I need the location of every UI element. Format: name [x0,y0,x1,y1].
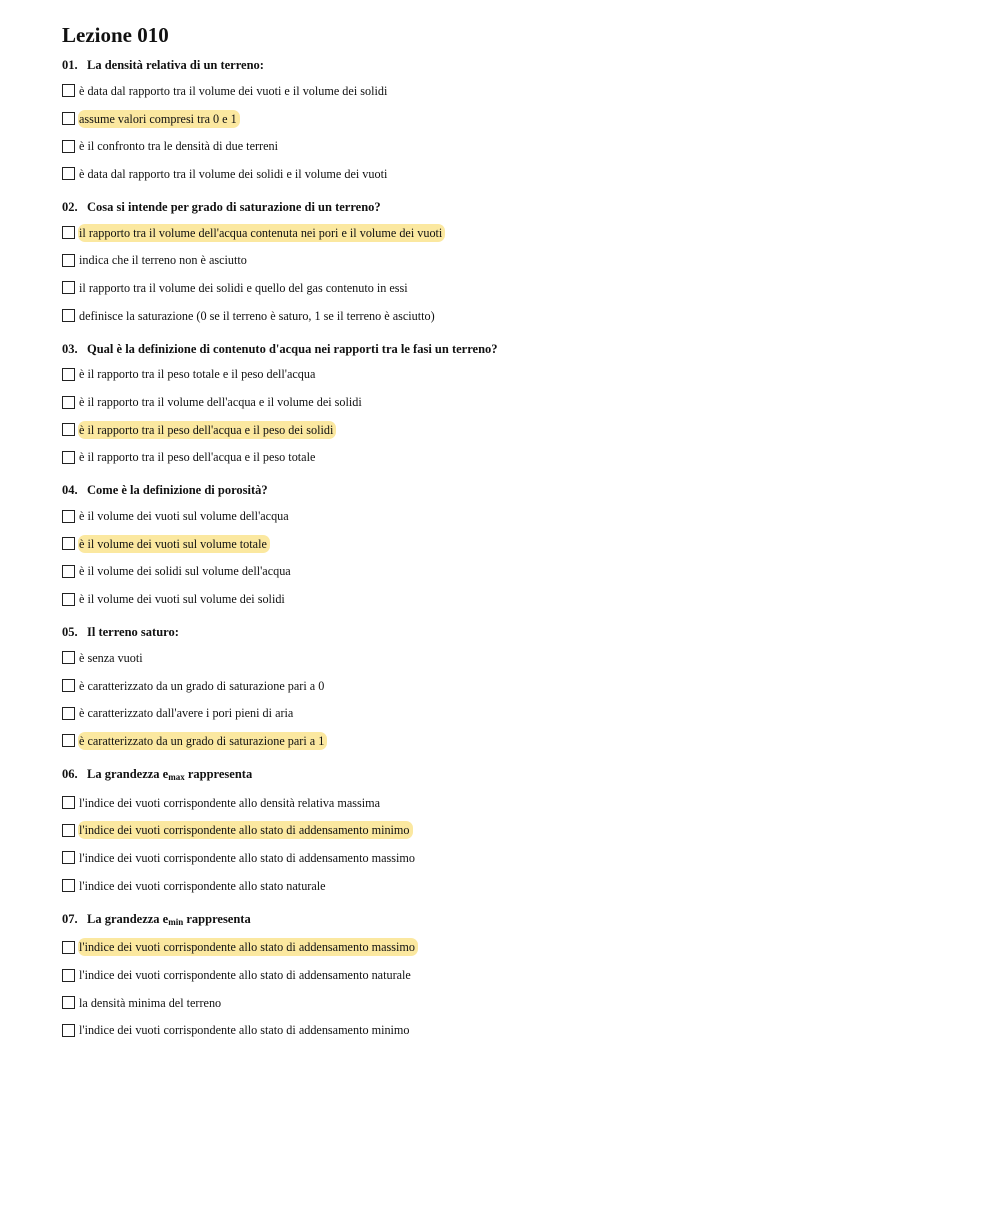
question-subscript: max [168,771,185,782]
question-text-after: rappresenta [183,911,251,926]
answer-checkbox[interactable] [62,1024,75,1037]
answer-checkbox[interactable] [62,824,75,837]
answer-option[interactable] [62,816,962,844]
answer-option[interactable] [62,105,962,133]
answer-option[interactable] [62,502,962,530]
answer-option[interactable] [62,961,962,989]
answer-text: l'indice dei vuoti corrispondente allo stato di addensamento naturale [79,968,411,983]
question-number: 04. [62,483,78,498]
question-heading [62,624,962,640]
answer-checkbox[interactable] [62,941,75,954]
answer-checkbox[interactable] [62,309,75,322]
answer-text-highlighted: l'indice dei vuoti corrispondente allo stato di addensamento massimo [78,938,418,956]
answer-text: il rapporto tra il volume dei solidi e quello del gas contenuto in essi [79,280,408,295]
question-7 [62,911,962,1045]
document-page [62,22,962,1055]
page-title: Lezione 010 [62,23,169,47]
answer-text: la densità minima del terreno [79,995,222,1010]
answer-checkbox[interactable] [62,996,75,1009]
answer-checkbox[interactable] [62,796,75,809]
answer-checkbox[interactable] [62,651,75,664]
answer-option[interactable] [62,361,962,389]
question-number: 07. [62,911,78,926]
question-4 [62,482,962,613]
question-1 [62,57,962,188]
question-heading [62,199,962,215]
answer-option[interactable] [62,530,962,558]
answer-text: è il rapporto tra il peso totale e il peso dell'acqua [79,367,316,382]
answer-text: è data dal rapporto tra il volume dei solidi e il volume dei vuoti [79,166,388,181]
answer-checkbox[interactable] [62,84,75,97]
question-2 [62,199,962,330]
question-heading [62,482,962,498]
answer-text: è il rapporto tra il peso dell'acqua e il peso totale [79,450,316,465]
answer-checkbox[interactable] [62,368,75,381]
answer-option[interactable] [62,844,962,872]
answer-text: è caratterizzato da un grado di saturazione pari a 0 [79,678,325,693]
question-heading [62,341,962,357]
question-subscript: min [168,916,184,927]
answer-text: è il volume dei solidi sul volume dell'acqua [79,564,291,579]
answer-option[interactable] [62,789,962,817]
answer-option[interactable] [62,219,962,247]
answer-option[interactable] [62,1017,962,1045]
answer-option[interactable] [62,934,962,962]
question-list [62,57,962,1044]
answer-option[interactable] [62,644,962,672]
answer-option[interactable] [62,132,962,160]
question-3 [62,341,962,472]
answer-checkbox[interactable] [62,112,75,125]
question-heading [62,766,962,785]
answer-option[interactable] [62,672,962,700]
answer-text: l'indice dei vuoti corrispondente allo stato di addensamento massimo [79,850,415,865]
answer-checkbox[interactable] [62,167,75,180]
answer-checkbox[interactable] [62,451,75,464]
answer-option[interactable] [62,558,962,586]
answer-checkbox[interactable] [62,254,75,267]
answer-checkbox[interactable] [62,707,75,720]
answer-text-highlighted: il rapporto tra il volume dell'acqua contenuta nei pori e il volume dei vuoti [78,224,445,242]
answer-option[interactable] [62,302,962,330]
answer-text-highlighted: è il rapporto tra il peso dell'acqua e il peso dei solidi [78,421,336,439]
answer-text-highlighted: è caratterizzato da un grado di saturazione pari a 1 [78,732,327,750]
answer-text: è data dal rapporto tra il volume dei vuoti e il volume dei solidi [79,83,388,98]
answer-text-highlighted: è il volume dei vuoti sul volume totale [78,535,270,553]
answer-text: l'indice dei vuoti corrispondente allo stato di addensamento minimo [79,1023,410,1038]
question-6 [62,766,962,900]
answer-option[interactable] [62,989,962,1017]
answer-text: è caratterizzato dall'avere i pori pieni di aria [79,706,294,721]
answer-checkbox[interactable] [62,396,75,409]
question-text: Cosa si intende per grado di saturazione di un terreno? [87,199,381,214]
answer-option[interactable] [62,160,962,188]
answer-checkbox[interactable] [62,281,75,294]
answer-option[interactable] [62,77,962,105]
answer-text: è il volume dei vuoti sul volume dei solidi [79,592,285,607]
answer-text: è il rapporto tra il volume dell'acqua e il volume dei solidi [79,395,362,410]
question-text: Come è la definizione di porosità? [87,483,268,498]
question-number: 06. [62,766,78,781]
answer-text-highlighted: l'indice dei vuoti corrispondente allo stato di addensamento minimo [78,821,413,839]
question-text: Qual è la definizione di contenuto d'acqua nei rapporti tra le fasi un terreno? [87,341,498,356]
question-text: La grandezza e [87,911,169,926]
answer-option[interactable] [62,416,962,444]
answer-checkbox[interactable] [62,679,75,692]
answer-text-highlighted: assume valori compresi tra 0 e 1 [78,110,240,128]
answer-checkbox[interactable] [62,593,75,606]
answer-checkbox[interactable] [62,140,75,153]
question-number: 02. [62,199,78,214]
answer-checkbox[interactable] [62,226,75,239]
question-text: La grandezza e [87,766,169,781]
answer-option[interactable] [62,444,962,472]
question-number: 03. [62,341,78,356]
answer-checkbox[interactable] [62,537,75,550]
answer-checkbox[interactable] [62,851,75,864]
question-heading [62,911,962,930]
answer-checkbox[interactable] [62,510,75,523]
answer-text: l'indice dei vuoti corrispondente allo stato naturale [79,878,326,893]
answer-checkbox[interactable] [62,879,75,892]
question-heading [62,57,962,73]
question-text: Il terreno saturo: [87,625,179,639]
answer-text: definisce la saturazione (0 se il terreno è saturo, 1 se il terreno è asciutto) [79,308,435,323]
answer-option[interactable] [62,274,962,302]
answer-checkbox[interactable] [62,734,75,747]
answer-text: è il volume dei vuoti sul volume dell'acqua [79,509,289,524]
question-5 [62,624,962,755]
question-text: La densità relativa di un terreno: [87,58,264,72]
question-number: 01. [62,58,78,72]
answer-option[interactable] [62,727,962,755]
answer-text: indica che il terreno non è asciutto [79,253,247,268]
answer-checkbox[interactable] [62,969,75,982]
answer-option[interactable] [62,246,962,274]
answer-option[interactable] [62,585,962,613]
answer-option[interactable] [62,699,962,727]
answer-text: è senza vuoti [79,650,143,665]
answer-option[interactable] [62,388,962,416]
answer-text: è il confronto tra le densità di due terreni [79,139,278,154]
answer-text: l'indice dei vuoti corrispondente allo densità relativa massima [79,795,381,810]
question-text-after: rappresenta [184,766,253,781]
answer-checkbox[interactable] [62,423,75,436]
answer-option[interactable] [62,872,962,900]
answer-checkbox[interactable] [62,565,75,578]
question-number: 05. [62,625,78,639]
